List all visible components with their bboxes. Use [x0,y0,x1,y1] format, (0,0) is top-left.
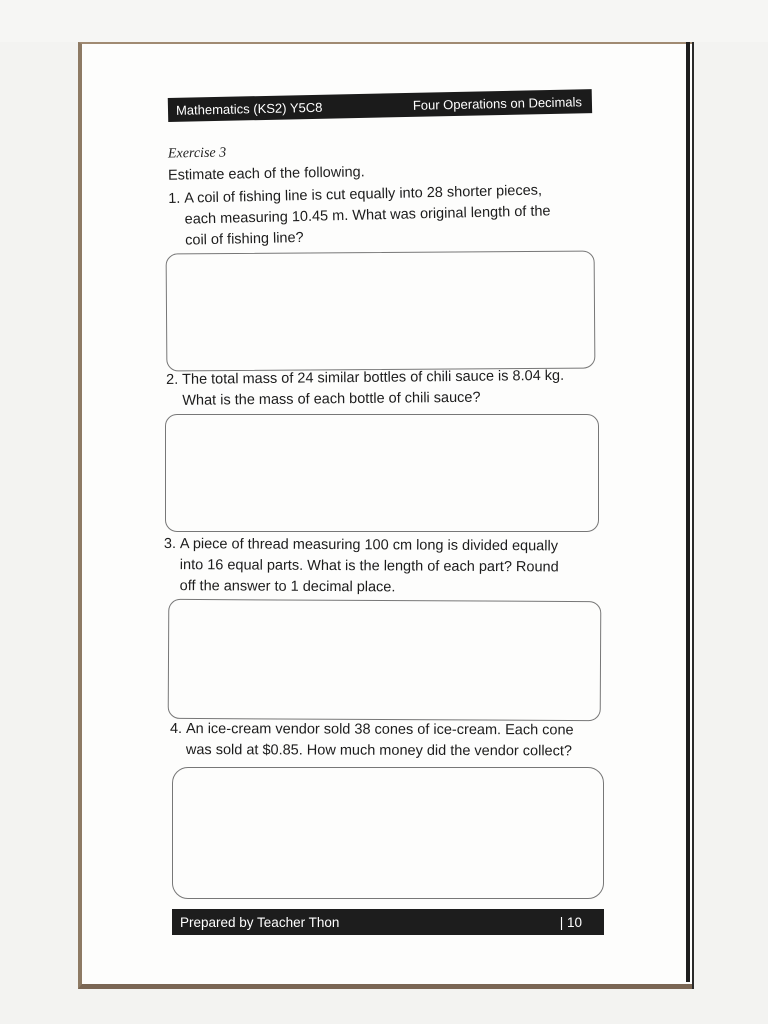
question-text-line: What is the mass of each bottle of chili sauce? [182,389,481,409]
question-1 [168,180,551,252]
question-text-line: An ice-cream vendor sold 38 cones of ice-cream. Each cone [185,721,574,739]
footer-bar [172,909,604,935]
header-bar [168,89,592,122]
page-number: | 10 [559,914,582,930]
question-text-line: off the answer to 1 decimal place. [179,578,396,596]
question-text-line: A coil of fishing line is cut equally into 28 shorter pieces, [184,182,543,207]
question-number: 1. [168,190,181,207]
question-text-line: into 16 equal parts. What is the length of each part? Round [179,557,559,576]
question-2 [166,366,564,412]
header-subject: Mathematics (KS2) Y5C8 [175,99,323,118]
exercise-title: Exercise 3 [167,145,227,162]
answer-box-1[interactable] [166,251,596,372]
question-text-line: was sold at $0.85. How much money did the vendor collect? [185,742,572,760]
answer-box-3[interactable] [168,599,602,721]
answer-box-4[interactable] [172,767,604,899]
question-number: 4. [169,721,183,738]
answer-box-2[interactable] [165,414,599,532]
question-number: 3. [163,535,177,553]
question-number: 2. [166,371,179,388]
question-text-line: coil of fishing line? [184,229,304,249]
header-topic: Four Operations on Decimals [412,93,583,113]
question-text-line: each measuring 10.45 m. What was original length of the [184,203,551,228]
footer-author: Prepared by Teacher Thon [180,914,340,930]
question-text-line: A piece of thread measuring 100 cm long is divided equally [179,536,559,555]
question-4 [170,719,574,762]
question-text-line: The total mass of 24 similar bottles of chili sauce is 8.04 kg. [182,367,565,388]
exercise-instruction: Estimate each of the following. [167,164,365,184]
question-3 [164,534,559,599]
